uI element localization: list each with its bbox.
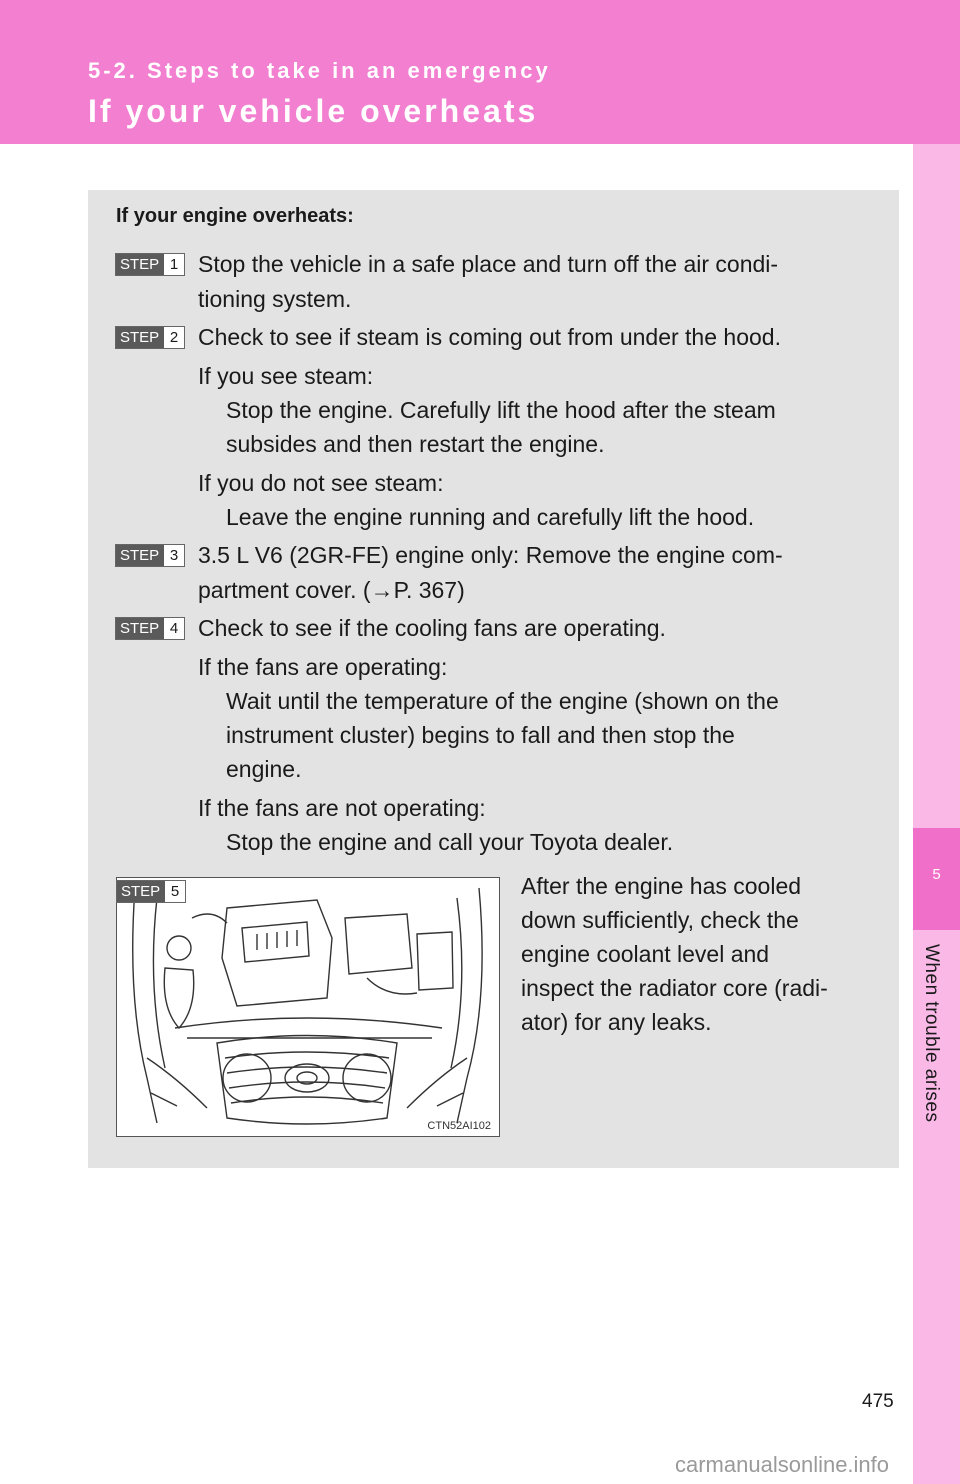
- intro-heading: If your engine overheats:: [116, 205, 354, 227]
- header-bar: [0, 0, 960, 144]
- step-2-steam-action-cont: subsides and then restart the engine.: [226, 431, 605, 457]
- step-5-text-end: ator) for any leaks.: [521, 1009, 712, 1035]
- step-number: 1: [169, 256, 179, 273]
- step-5-text-cont: down sufficiently, check the: [521, 907, 799, 933]
- step-number: 3: [169, 547, 179, 564]
- chapter-tab[interactable]: [913, 828, 960, 930]
- step-number: 5: [170, 883, 180, 900]
- step-4-operating-action-end: engine.: [226, 756, 302, 782]
- engine-compartment-illustration: [116, 877, 500, 1137]
- step-5-badge: [116, 880, 186, 903]
- step-1-badge: [115, 253, 185, 276]
- page-title: If your vehicle overheats: [88, 93, 539, 129]
- step-3-badge: [115, 544, 185, 567]
- step-label: STEP: [116, 618, 164, 639]
- step-4-operating-action-cont: instrument cluster) begins to fall and then stop the: [226, 722, 735, 748]
- step-4-operating-action: Wait until the temperature of the engine (shown on the: [226, 688, 779, 714]
- step-3-text: 3.5 L V6 (2GR-FE) engine only: Remove the engine com-: [198, 542, 783, 568]
- watermark: carmanualsonline.info: [675, 1452, 890, 1477]
- step-number: 2: [169, 329, 179, 346]
- chapter-label: When trouble arises: [921, 944, 942, 1123]
- step-4-not-operating-action: Stop the engine and call your Toyota dealer.: [226, 829, 674, 855]
- step-2-steam-action: Stop the engine. Carefully lift the hood after the steam: [226, 397, 776, 423]
- step-2-text: Check to see if steam is coming out from under the hood.: [198, 324, 781, 350]
- section-heading: 5-2. Steps to take in an emergency: [88, 58, 551, 83]
- step-4-text: Check to see if the cooling fans are operating.: [198, 615, 666, 641]
- step-2-condition-steam: If you see steam:: [198, 363, 374, 389]
- step-label: STEP: [116, 545, 164, 566]
- step-3-page-ref[interactable]: partment cover. (→P. 367): [198, 577, 465, 603]
- step-1-text-cont: tioning system.: [198, 286, 352, 312]
- figure-code: CTN52AI102: [427, 1120, 491, 1132]
- engine-bay-drawing: [117, 878, 499, 1136]
- step-2-badge: [115, 326, 185, 349]
- side-strip: [913, 144, 960, 1484]
- step-4-condition-operating: If the fans are operating:: [198, 654, 448, 680]
- step-label: STEP: [116, 327, 164, 348]
- chapter-number: 5: [932, 866, 941, 883]
- step-5-text-cont: inspect the radiator core (radi-: [521, 975, 828, 1001]
- page-number: 475: [862, 1391, 894, 1412]
- step-2-condition-no-steam: If you do not see steam:: [198, 470, 444, 496]
- step-4-condition-not-operating: If the fans are not operating:: [198, 795, 486, 821]
- step-label: STEP: [116, 254, 164, 275]
- step-5-text: After the engine has cooled: [521, 873, 802, 899]
- step-2-no-steam-action: Leave the engine running and carefully lift the hood.: [226, 504, 755, 530]
- step-1-text: Stop the vehicle in a safe place and turn off the air condi-: [198, 251, 779, 277]
- step-5-text-cont: engine coolant level and: [521, 941, 770, 967]
- step-label: STEP: [117, 881, 165, 902]
- step-number: 4: [169, 620, 179, 637]
- step-4-badge: [115, 617, 185, 640]
